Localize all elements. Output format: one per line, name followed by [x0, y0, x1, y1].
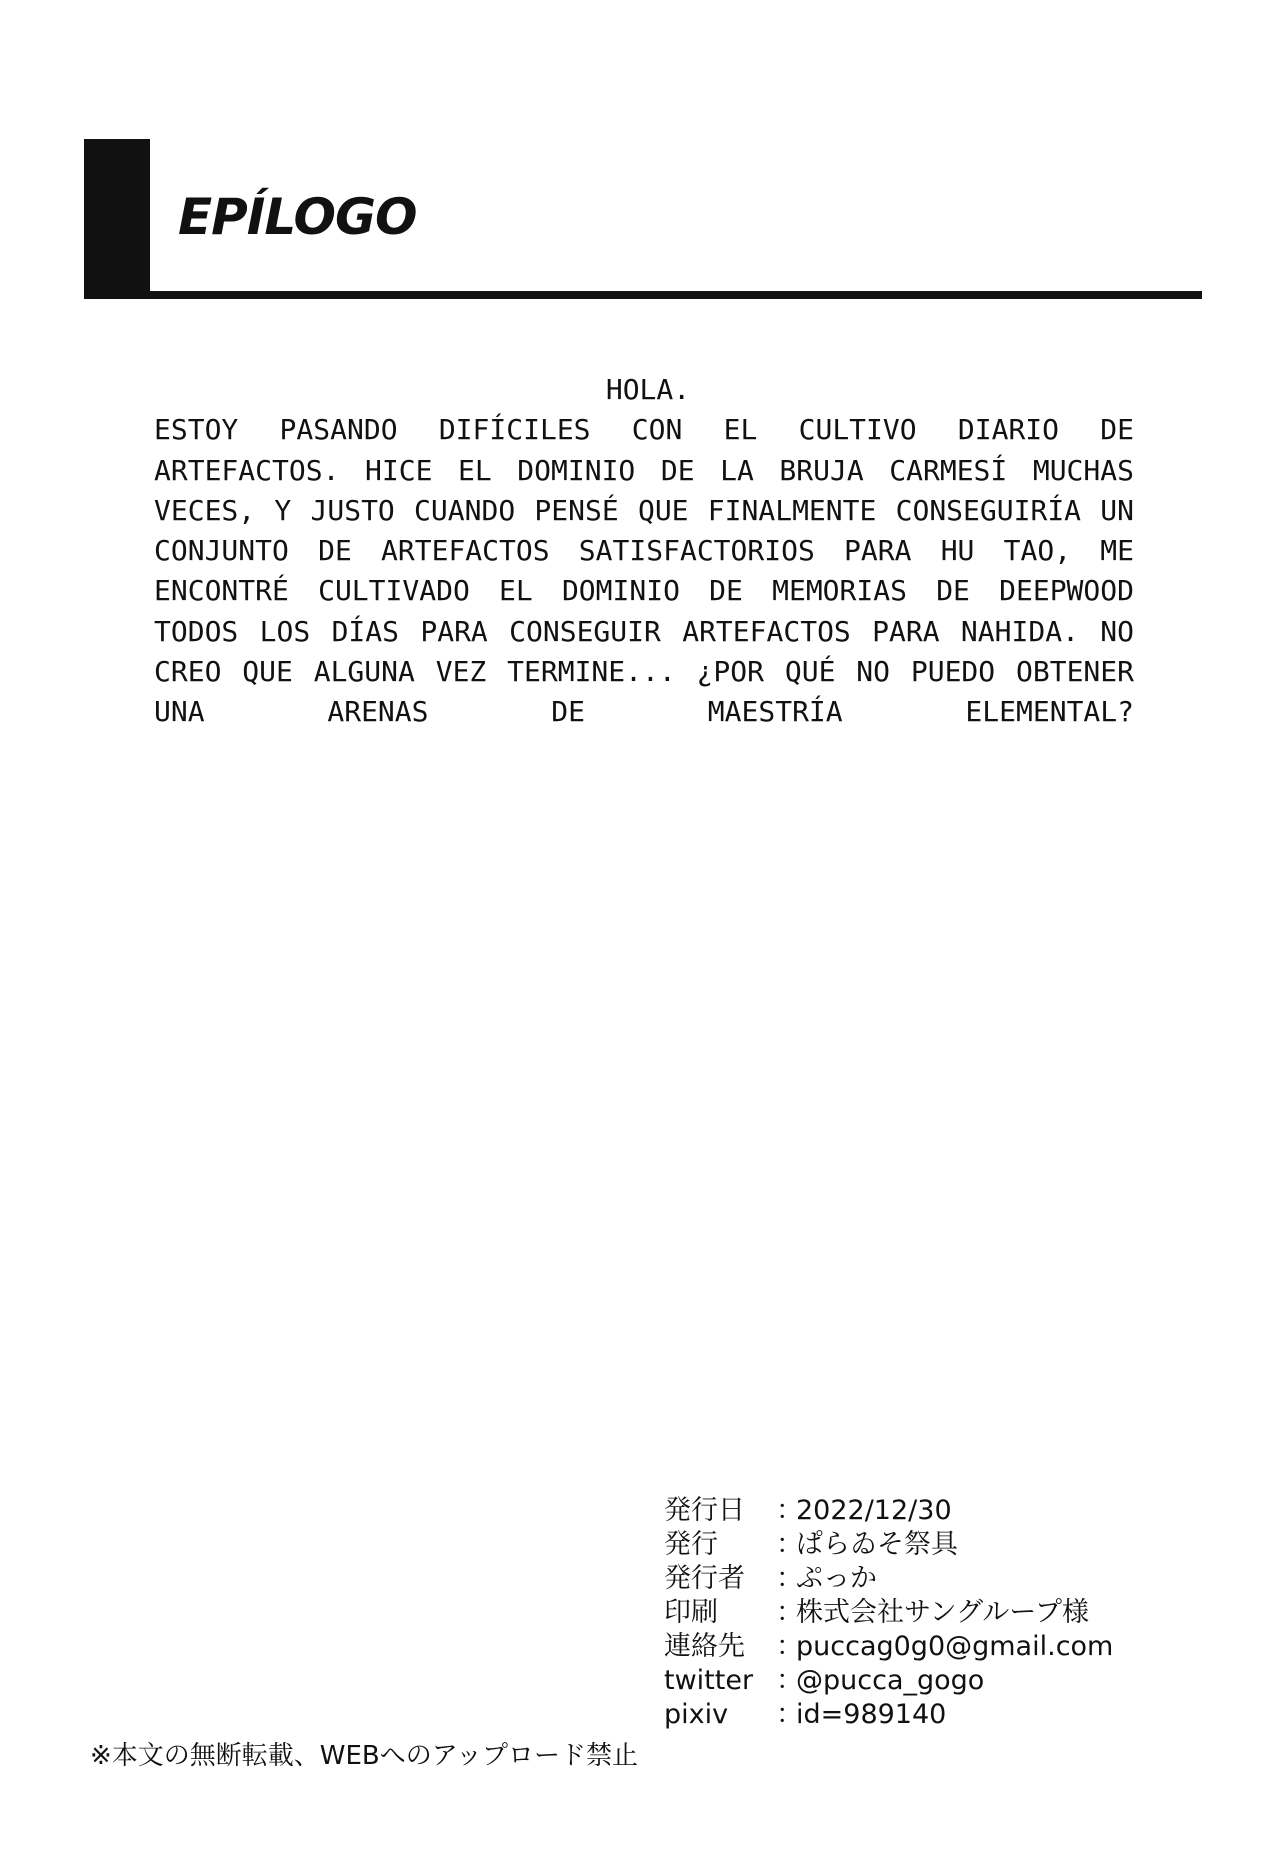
body-text: [154, 370, 1134, 733]
colophon-separator: ：: [776, 1631, 803, 1662]
colophon: [664, 1494, 1113, 1732]
colophon-row-publisher: [664, 1528, 1113, 1562]
colophon-value: 株式会社サングループ様: [796, 1597, 1089, 1628]
page-title: EPÍLOGO: [178, 188, 417, 246]
colophon-row-printer: [664, 1596, 1113, 1630]
colophon-label: 連絡先: [664, 1631, 745, 1662]
colophon-label: 印刷: [664, 1597, 718, 1628]
header-block-bar: [84, 139, 150, 299]
colophon-label: pixiv: [664, 1699, 729, 1730]
colophon-separator: ：: [776, 1495, 803, 1526]
colophon-value: id=989140: [796, 1699, 947, 1730]
colophon-row-contact: [664, 1630, 1113, 1664]
colophon-label: 発行者: [664, 1563, 745, 1594]
copyright-notice: ※本文の無断転載、WEBへのアップロード禁止: [90, 1741, 638, 1771]
header-rule: [84, 291, 1202, 299]
colophon-label: 発行日: [664, 1495, 745, 1526]
colophon-row-author: [664, 1562, 1113, 1596]
colophon-value: ぱらゐそ祭具: [796, 1529, 958, 1560]
colophon-row-twitter: [664, 1664, 1113, 1698]
colophon-separator: ：: [776, 1529, 803, 1560]
colophon-label: twitter: [664, 1665, 754, 1696]
colophon-separator: ：: [776, 1563, 803, 1594]
greeting: HOLA.: [605, 373, 691, 406]
body-paragraph: ESTOY PASANDO DIFÍCILES CON EL CULTIVO DIARIO DE ARTEFACTOS. HICE EL DOMINIO DE LA BRUJA CARMESÍ MUCHAS VECES, Y JUSTO CUANDO PENSÉ QUE FINALMENTE CONSEGUIRÍA UN CONJUNTO DE ARTEFACTOS SATISFACTORIOS PARA HU TAO, ME ENCONTRÉ CULTIVADO EL DOMINIO DE MEMORIAS DE DEEPWOOD TODOS LOS DÍAS PARA CONSEGUIR ARTEFACTOS PARA NAHIDA. NO CREO QUE ALGUNA VEZ TERMINE... ¿POR QUÉ NO PUEDO OBTENER UNA ARENAS DE MAESTRÍA ELEMENTAL?: [154, 413, 1134, 729]
colophon-value: puccag0g0@gmail.com: [796, 1631, 1114, 1662]
colophon-separator: ：: [776, 1597, 803, 1628]
colophon-separator: ：: [776, 1699, 803, 1730]
colophon-value: ぷっか: [796, 1563, 877, 1594]
colophon-row-date: [664, 1494, 1113, 1528]
colophon-value: 2022/12/30: [796, 1495, 952, 1526]
colophon-label: 発行: [664, 1529, 718, 1560]
colophon-row-pixiv: [664, 1698, 1113, 1732]
colophon-value: @pucca_gogo: [796, 1665, 985, 1696]
colophon-separator: ：: [776, 1665, 803, 1696]
